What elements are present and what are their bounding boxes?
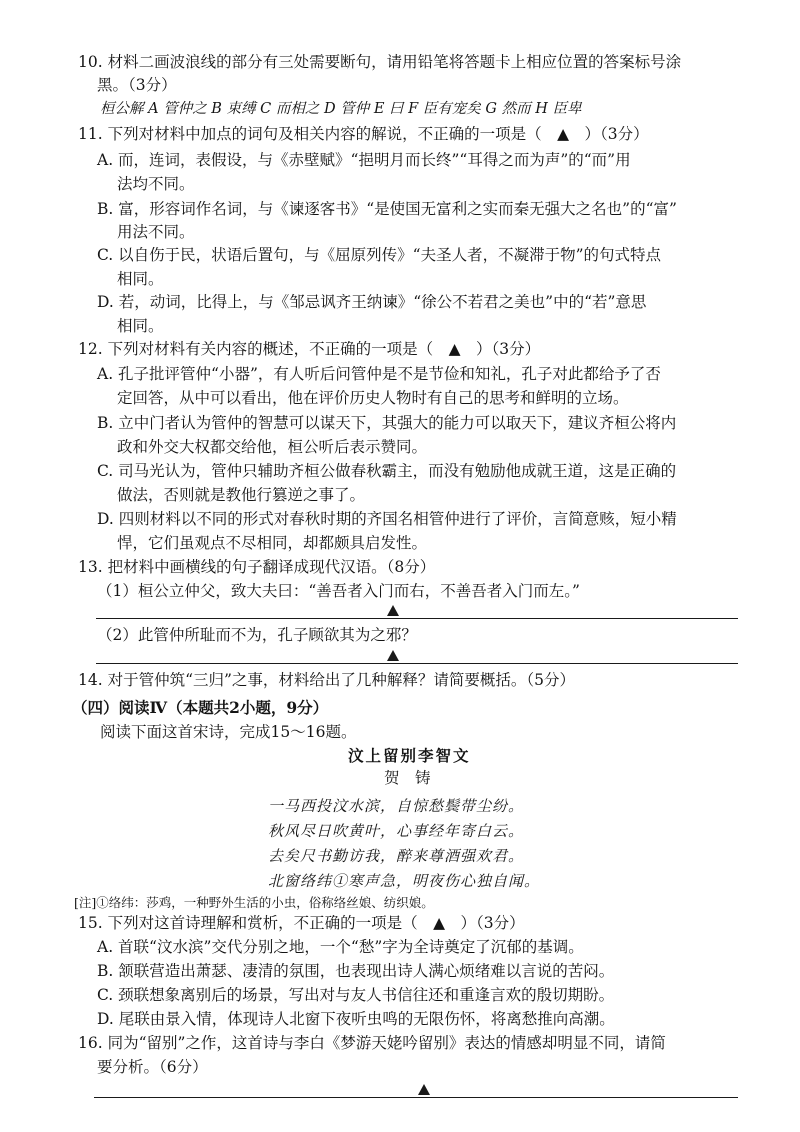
poem-line-2: 秋风尽日吹黄叶，心事经年寄白云。 — [268, 822, 525, 840]
q11-stem: 11. 下列对材料中加点的词句及相关内容的解说，不正确的一项是（ ▲ ）（3分） — [78, 125, 649, 143]
poem-line-1: 一马西投汶水滨，自惊愁鬓带尘纷。 — [268, 797, 525, 815]
q13-stem: 13. 把材料中画横线的句子翻译成现代汉语。（8分） — [78, 558, 436, 576]
q12-option-a: A. 孔子批评管仲“小器”，有人听后问管仲是不是节俭和知礼，孔子对此都给予了否 — [97, 365, 661, 383]
q10-line1: 10. 材料二画波浪线的部分有三处需要断句，请用铅笔将答题卡上相应位置的答案标号涂 — [78, 53, 682, 71]
section-heading: （四）阅读Ⅳ（本题共2小题，9分） — [72, 698, 329, 717]
answer-line[interactable] — [96, 663, 738, 664]
q14-stem: 14. 对于管仲筑“三归”之事，材料给出了几种解释？请简要概括。（5分） — [78, 671, 576, 689]
q15-option-c: C. 颈联想象离别后的场景，写出对与友人书信往还和重逢言欢的殷切期盼。 — [97, 986, 615, 1004]
q10-options: 桓公解 A 管仲之 B 束缚 C 而相之 D 管仲 E 曰 F 臣有宠矣 G 然而 H 臣卑 — [100, 101, 582, 117]
q11-option-d-cont: 相同。 — [117, 317, 164, 335]
q15-option-d: D. 尾联由景入情，体现诗人北窗下夜听虫鸣的无限伤怀，将离愁推向高潮。 — [97, 1010, 615, 1028]
poem-line-4: 北窗络纬①寒声急，明夜伤心独自闻。 — [268, 872, 541, 890]
poem-line-3: 去矣尺书勤访我，醉来尊酒强欢君。 — [268, 847, 525, 865]
q11-option-b: B. 富，形容词作名词，与《谏逐客书》“是使国无富利之实而秦无强大之名也”的“富” — [97, 200, 677, 218]
q11-option-b-cont: 用法不同。 — [117, 223, 195, 241]
q10-line2: 黑。（3分） — [97, 76, 177, 94]
answer-line[interactable] — [96, 618, 738, 619]
answer-line[interactable] — [94, 1097, 738, 1098]
poem-title: 汶上留别李智文 — [348, 746, 471, 765]
q12-option-d: D. 四则材料以不同的形式对春秋时期的齐国名相管仲进行了评价，言简意赅，短小精 — [97, 510, 677, 528]
q12-option-c: C. 司马光认为，管仲只辅助齐桓公做春秋霸主，而没有勉励他成就王道，这是正确的 — [97, 462, 677, 480]
q13-sentence-1: （1）桓公立仲父，致大夫曰：“善吾者入门而右，不善吾者入门而左。” — [97, 582, 580, 600]
q11-option-d: D. 若，动词，比得上，与《邹忌讽齐王纳谏》“徐公不若君之美也”中的“若”意思 — [97, 293, 647, 311]
q16-line2: 要分析。（6分） — [97, 1058, 208, 1076]
poem-author: 贺 铸 — [384, 769, 431, 787]
q16-line1: 16. 同为“留别”之作，这首诗与李白《梦游天姥吟留别》表达的情感却明显不同，请简 — [78, 1034, 666, 1052]
q15-option-a: A. 首联“汶水滨”交代分别之地，一个“愁”字为全诗奠定了沉郁的基调。 — [97, 938, 584, 956]
q11-option-a: A. 而，连词，表假设，与《赤壁赋》“挹明月而长终”“耳得之而为声”的“而”用 — [97, 151, 631, 169]
q12-option-d-cont: 悍，它们虽观点不尽相同，却都颇具启发性。 — [117, 534, 428, 552]
answer-triangle-icon — [418, 1084, 430, 1095]
q13-sentence-2: （2）此管仲所耻而不为，孔子顾欲其为之邪？ — [97, 626, 417, 644]
q11-option-a-cont: 法均不同。 — [117, 175, 195, 193]
q12-stem: 12. 下列对材料有关内容的概述，不正确的一项是（ ▲ ）（3分） — [78, 340, 541, 358]
q15-stem: 15. 下列对这首诗理解和赏析，不正确的一项是（ ▲ ）（3分） — [78, 914, 525, 932]
answer-triangle-icon — [387, 650, 399, 661]
poem-note: [注]①络纬：莎鸡，一种野外生活的小虫，俗称络丝娘、纺织娘。 — [74, 895, 434, 910]
q12-option-a-cont: 定回答，从中可以看出，他在评价历史人物时有自己的思考和鲜明的立场。 — [117, 389, 629, 407]
q11-option-c-cont: 相同。 — [117, 270, 164, 288]
q11-option-c: C. 以自伤于民，状语后置句，与《屈原列传》“夫圣人者，不凝滞于物”的句式特点 — [97, 246, 662, 264]
answer-triangle-icon — [387, 605, 399, 616]
q15-option-b: B. 颔联营造出萧瑟、凄清的氛围，也表现出诗人满心烦绪难以言说的苦闷。 — [97, 962, 615, 980]
section-intro: 阅读下面这首宋诗，完成15～16题。 — [100, 723, 357, 741]
q12-option-c-cont: 做法，否则就是教他行篡逆之事了。 — [117, 486, 366, 504]
q12-option-b: B. 立中门者认为管仲的智慧可以谋天下，其强大的能力可以取天下，建议齐桓公将内 — [97, 414, 677, 432]
q12-option-b-cont: 政和外交大权都交给他，桓公听后表示赞同。 — [117, 438, 428, 456]
